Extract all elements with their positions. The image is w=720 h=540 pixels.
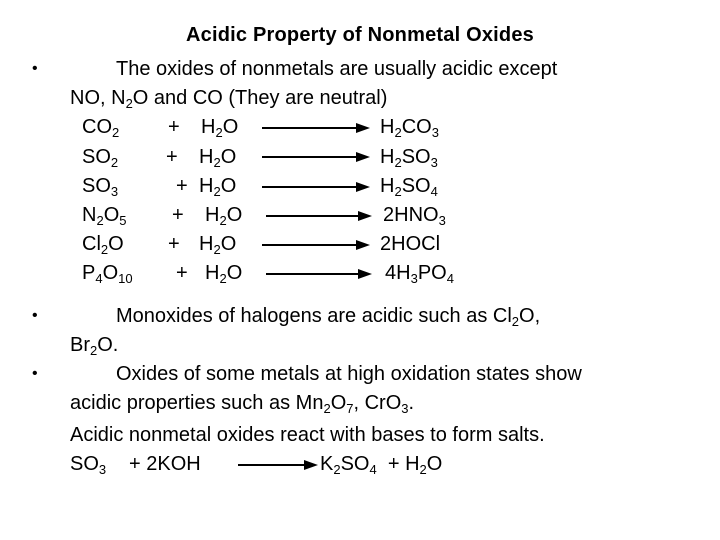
reaction-arrow-icon <box>266 268 372 280</box>
bullet-2: • <box>32 307 38 324</box>
plus-sign: + <box>172 204 184 226</box>
reaction-arrow-icon <box>262 239 370 251</box>
product: $4H_3PO_4$ <box>385 262 454 286</box>
water: $H_2O$ <box>199 233 237 257</box>
reactant: $Cl_2O$ <box>82 233 124 257</box>
reaction-arrow-icon <box>262 122 370 134</box>
bullet-1: • <box>32 60 38 77</box>
reactant: $SO_3$ <box>82 175 119 199</box>
product: 2HOCl <box>380 233 441 255</box>
product: $2HNO_3$ <box>383 204 446 228</box>
reaction-arrow-icon <box>238 459 318 471</box>
halogen-line-1: Monoxides of halogens are acidic such as $Cl_2O$, <box>116 305 541 329</box>
water: $H_2O$ <box>199 146 237 170</box>
water: $H_2O$ <box>201 116 239 140</box>
water: $H_2O$ <box>199 175 237 199</box>
bullet-3: • <box>32 365 38 382</box>
reactant: $P_4O_{10}$ <box>82 262 133 286</box>
reaction-arrow-icon <box>262 151 370 163</box>
plus-sign: + <box>168 233 180 255</box>
product: $H_2SO_3$ <box>380 146 438 170</box>
reactant: $SO_3$ <box>70 453 107 477</box>
halogen-line-2: $Br_2O$. <box>70 334 119 358</box>
metal-line-2: acidic properties such as $Mn_2O_7$, CrO$_3$. <box>70 392 415 416</box>
slide-title: Acidic Property of Nonmetal Oxides <box>186 24 534 46</box>
salt-line: Acidic nonmetal oxides react with bases to form salts. <box>70 424 545 446</box>
plus-sign: + <box>176 175 188 197</box>
product: $K_2SO_4 + H_2O$ <box>320 453 443 477</box>
reactant: $N_2O_5$ <box>82 204 127 228</box>
plus-sign: + <box>168 116 180 138</box>
product: $H_2SO_4$ <box>380 175 438 199</box>
product: $H_2CO_3$ <box>380 116 439 140</box>
metal-line-1: Oxides of some metals at high oxidation states show <box>116 363 582 385</box>
base-reactant: + 2KOH <box>129 453 201 475</box>
intro-line-2: NO, $N_2O$ and CO (They are neutral) <box>70 87 388 111</box>
plus-sign: + <box>176 262 188 284</box>
plus-sign: + <box>166 146 178 168</box>
reactant: $CO_2$ <box>82 116 120 140</box>
reaction-arrow-icon <box>266 210 372 222</box>
intro-line-1: The oxides of nonmetals are usually acidic except <box>116 58 558 80</box>
water: $H_2O$ <box>205 262 243 286</box>
reactant: $SO_2$ <box>82 146 119 170</box>
reaction-arrow-icon <box>262 181 370 193</box>
water: $H_2O$ <box>205 204 243 228</box>
